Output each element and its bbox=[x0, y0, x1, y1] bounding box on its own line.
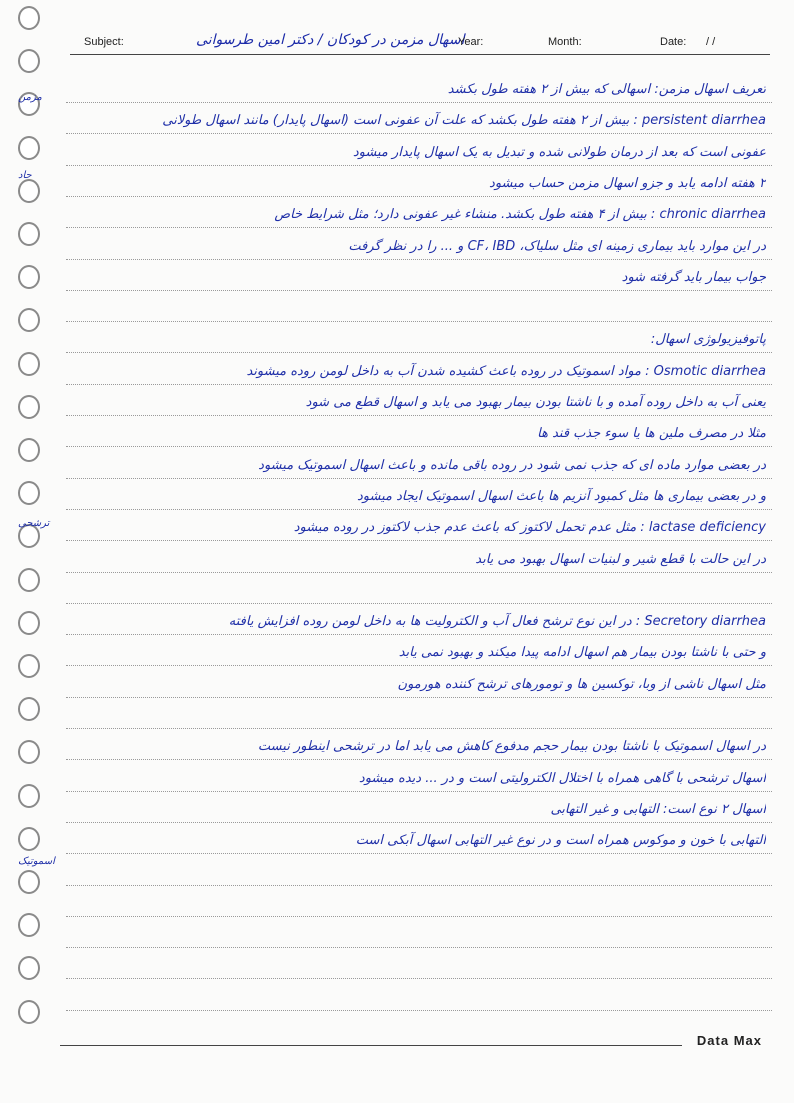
note-line: در بعضی موارد ماده ای که جذب نمی شود در روده باقی مانده و باعث اسهال اسموتیک میشود bbox=[258, 457, 766, 473]
ruled-line bbox=[66, 885, 772, 886]
spiral-binding bbox=[14, 0, 54, 1103]
ruled-line bbox=[66, 791, 772, 792]
note-line: chronic diarrhea : بیش از ۴ هفته طول بکشد. منشاء غیر عفونی دارد؛ مثل شرایط خاص bbox=[274, 207, 766, 223]
ruled-line bbox=[66, 665, 772, 666]
ruled-line bbox=[66, 634, 772, 635]
note-line: اسهال ۲ نوع است: التهابی و غیر التهابی bbox=[550, 801, 766, 817]
binding-ring bbox=[18, 49, 40, 73]
ruled-line bbox=[66, 259, 772, 260]
page-header bbox=[70, 34, 770, 55]
note-line: lactase deficiency : مثل عدم تحمل لاکتوز که باعث عدم جذب لاکتوز در روده میشود bbox=[293, 520, 766, 536]
brand-logo: Data Max bbox=[696, 1033, 762, 1048]
ruled-line bbox=[66, 352, 772, 353]
ruled-line bbox=[66, 572, 772, 573]
ruled-line bbox=[66, 133, 772, 134]
binding-ring bbox=[18, 395, 40, 419]
note-line: Osmotic diarrhea : مواد اسموتیک در روده باعث کشیده شدن آب به داخل لومن روده میشوند bbox=[246, 363, 766, 379]
binding-ring bbox=[18, 179, 40, 203]
margin-note: ترشحی bbox=[18, 518, 50, 529]
note-line bbox=[70, 704, 766, 728]
binding-ring bbox=[18, 222, 40, 246]
note-line: پاتوفیزیولوژی اسهال: bbox=[650, 332, 766, 348]
note-line: یعنی آب به داخل روده آمده و با ناشتا بودن بیمار بهبود می یابد و اسهال قطع می شود bbox=[305, 395, 766, 410]
binding-ring bbox=[18, 568, 40, 592]
margin-note: حاد bbox=[18, 170, 32, 181]
note-line: در این حالت با قطع شیر و لبنیات اسهال بهبود می یابد bbox=[475, 551, 766, 567]
ruled-line bbox=[66, 916, 772, 917]
ruled-line bbox=[66, 697, 772, 698]
margin-note: مزمن bbox=[18, 92, 42, 103]
binding-ring bbox=[18, 784, 40, 808]
note-line: التهابی با خون و موکوس همراه است و در نوع غیر التهابی اسهال آبکی است bbox=[355, 833, 766, 849]
note-line: در این موارد باید بیماری زمینه ای مثل سلیاک، CF، IBD و ... را در نظر گرفت bbox=[348, 238, 766, 254]
binding-ring bbox=[18, 308, 40, 332]
ruled-line bbox=[66, 321, 772, 322]
binding-ring bbox=[18, 6, 40, 30]
note-line bbox=[70, 297, 766, 321]
ruled-line bbox=[66, 947, 772, 948]
note-line bbox=[70, 579, 766, 603]
subject-label: Subject: bbox=[84, 36, 124, 48]
binding-ring bbox=[18, 827, 40, 851]
ruled-line bbox=[66, 759, 772, 760]
binding-ring bbox=[18, 611, 40, 635]
note-line: و حتی با ناشتا بودن بیمار هم اسهال ادامه پیدا میکند و بهبود نمی یابد bbox=[398, 645, 766, 661]
binding-ring bbox=[18, 352, 40, 376]
ruled-line bbox=[66, 165, 772, 166]
year-label: Year: bbox=[458, 36, 484, 48]
note-line: جواب بیمار باید گرفته شود bbox=[621, 269, 766, 285]
binding-ring bbox=[18, 956, 40, 980]
date-value: / / bbox=[706, 36, 716, 48]
binding-ring bbox=[18, 740, 40, 764]
ruled-line bbox=[66, 728, 772, 729]
ruled-line bbox=[66, 384, 772, 385]
note-line: Secretory diarrhea : در این نوع ترشح فعال آب و الکترولیت ها به داخل لومن روده افزایش یافته bbox=[228, 614, 766, 630]
ruled-line bbox=[66, 446, 772, 447]
footer-rule bbox=[60, 1045, 682, 1046]
ruled-line bbox=[66, 415, 772, 416]
binding-ring bbox=[18, 481, 40, 505]
note-line: مثلا در مصرف ملین ها یا سوء جذب قند ها bbox=[537, 426, 766, 442]
binding-ring bbox=[18, 870, 40, 894]
binding-ring bbox=[18, 654, 40, 678]
ruled-line bbox=[66, 540, 772, 541]
ruled-line bbox=[66, 1010, 772, 1011]
ruled-line bbox=[66, 227, 772, 228]
ruled-line bbox=[66, 603, 772, 604]
note-line: persistent diarrhea : بیش از ۲ هفته طول بکشد که علت آن عفونی است (اسهال پایدار) مانند اسهال طولانی bbox=[162, 113, 766, 129]
ruled-line bbox=[66, 196, 772, 197]
note-line: ۲ هفته ادامه یابد و جزو اسهال مزمن حساب میشود bbox=[489, 175, 766, 191]
date-label: Date: bbox=[660, 36, 687, 48]
ruled-line bbox=[66, 102, 772, 103]
note-line: در اسهال اسموتیک با ناشتا بودن بیمار حجم مدفوع کاهش می یابد اما در ترشحی اینطور نیست bbox=[257, 739, 766, 755]
subject-value: اسهال مزمن در کودکان / دکتر امین طرسوانی bbox=[196, 32, 465, 48]
binding-ring bbox=[18, 265, 40, 289]
binding-ring bbox=[18, 438, 40, 462]
note-line: و در بعضی بیماری ها مثل کمبود آنزیم ها باعث اسهال اسموتیک ایجاد میشود bbox=[357, 488, 766, 504]
note-line: مثل اسهال ناشی از وبا، توکسین ها و تومورهای ترشح کننده هورمون bbox=[397, 676, 766, 692]
ruled-line bbox=[66, 978, 772, 979]
binding-ring bbox=[18, 136, 40, 160]
ruled-line bbox=[66, 509, 772, 510]
month-label: Month: bbox=[548, 36, 582, 48]
binding-ring bbox=[18, 913, 40, 937]
binding-ring bbox=[18, 697, 40, 721]
ruled-line bbox=[66, 853, 772, 854]
note-line: عفونی است که بعد از درمان طولانی شده و تبدیل به یک اسهال پایدار میشود bbox=[352, 144, 766, 160]
ruled-line bbox=[66, 478, 772, 479]
ruled-line bbox=[66, 290, 772, 291]
margin-note: اسموتیک bbox=[18, 856, 55, 867]
binding-ring bbox=[18, 1000, 40, 1024]
ruled-line bbox=[66, 822, 772, 823]
note-line: اسهال ترشحی با گاهی همراه با اختلال الکترولیتی است و در ... دیده میشود bbox=[358, 770, 766, 786]
note-line: تعریف اسهال مزمن: اسهالی که بیش از ۲ هفته طول بکشد bbox=[447, 82, 766, 97]
